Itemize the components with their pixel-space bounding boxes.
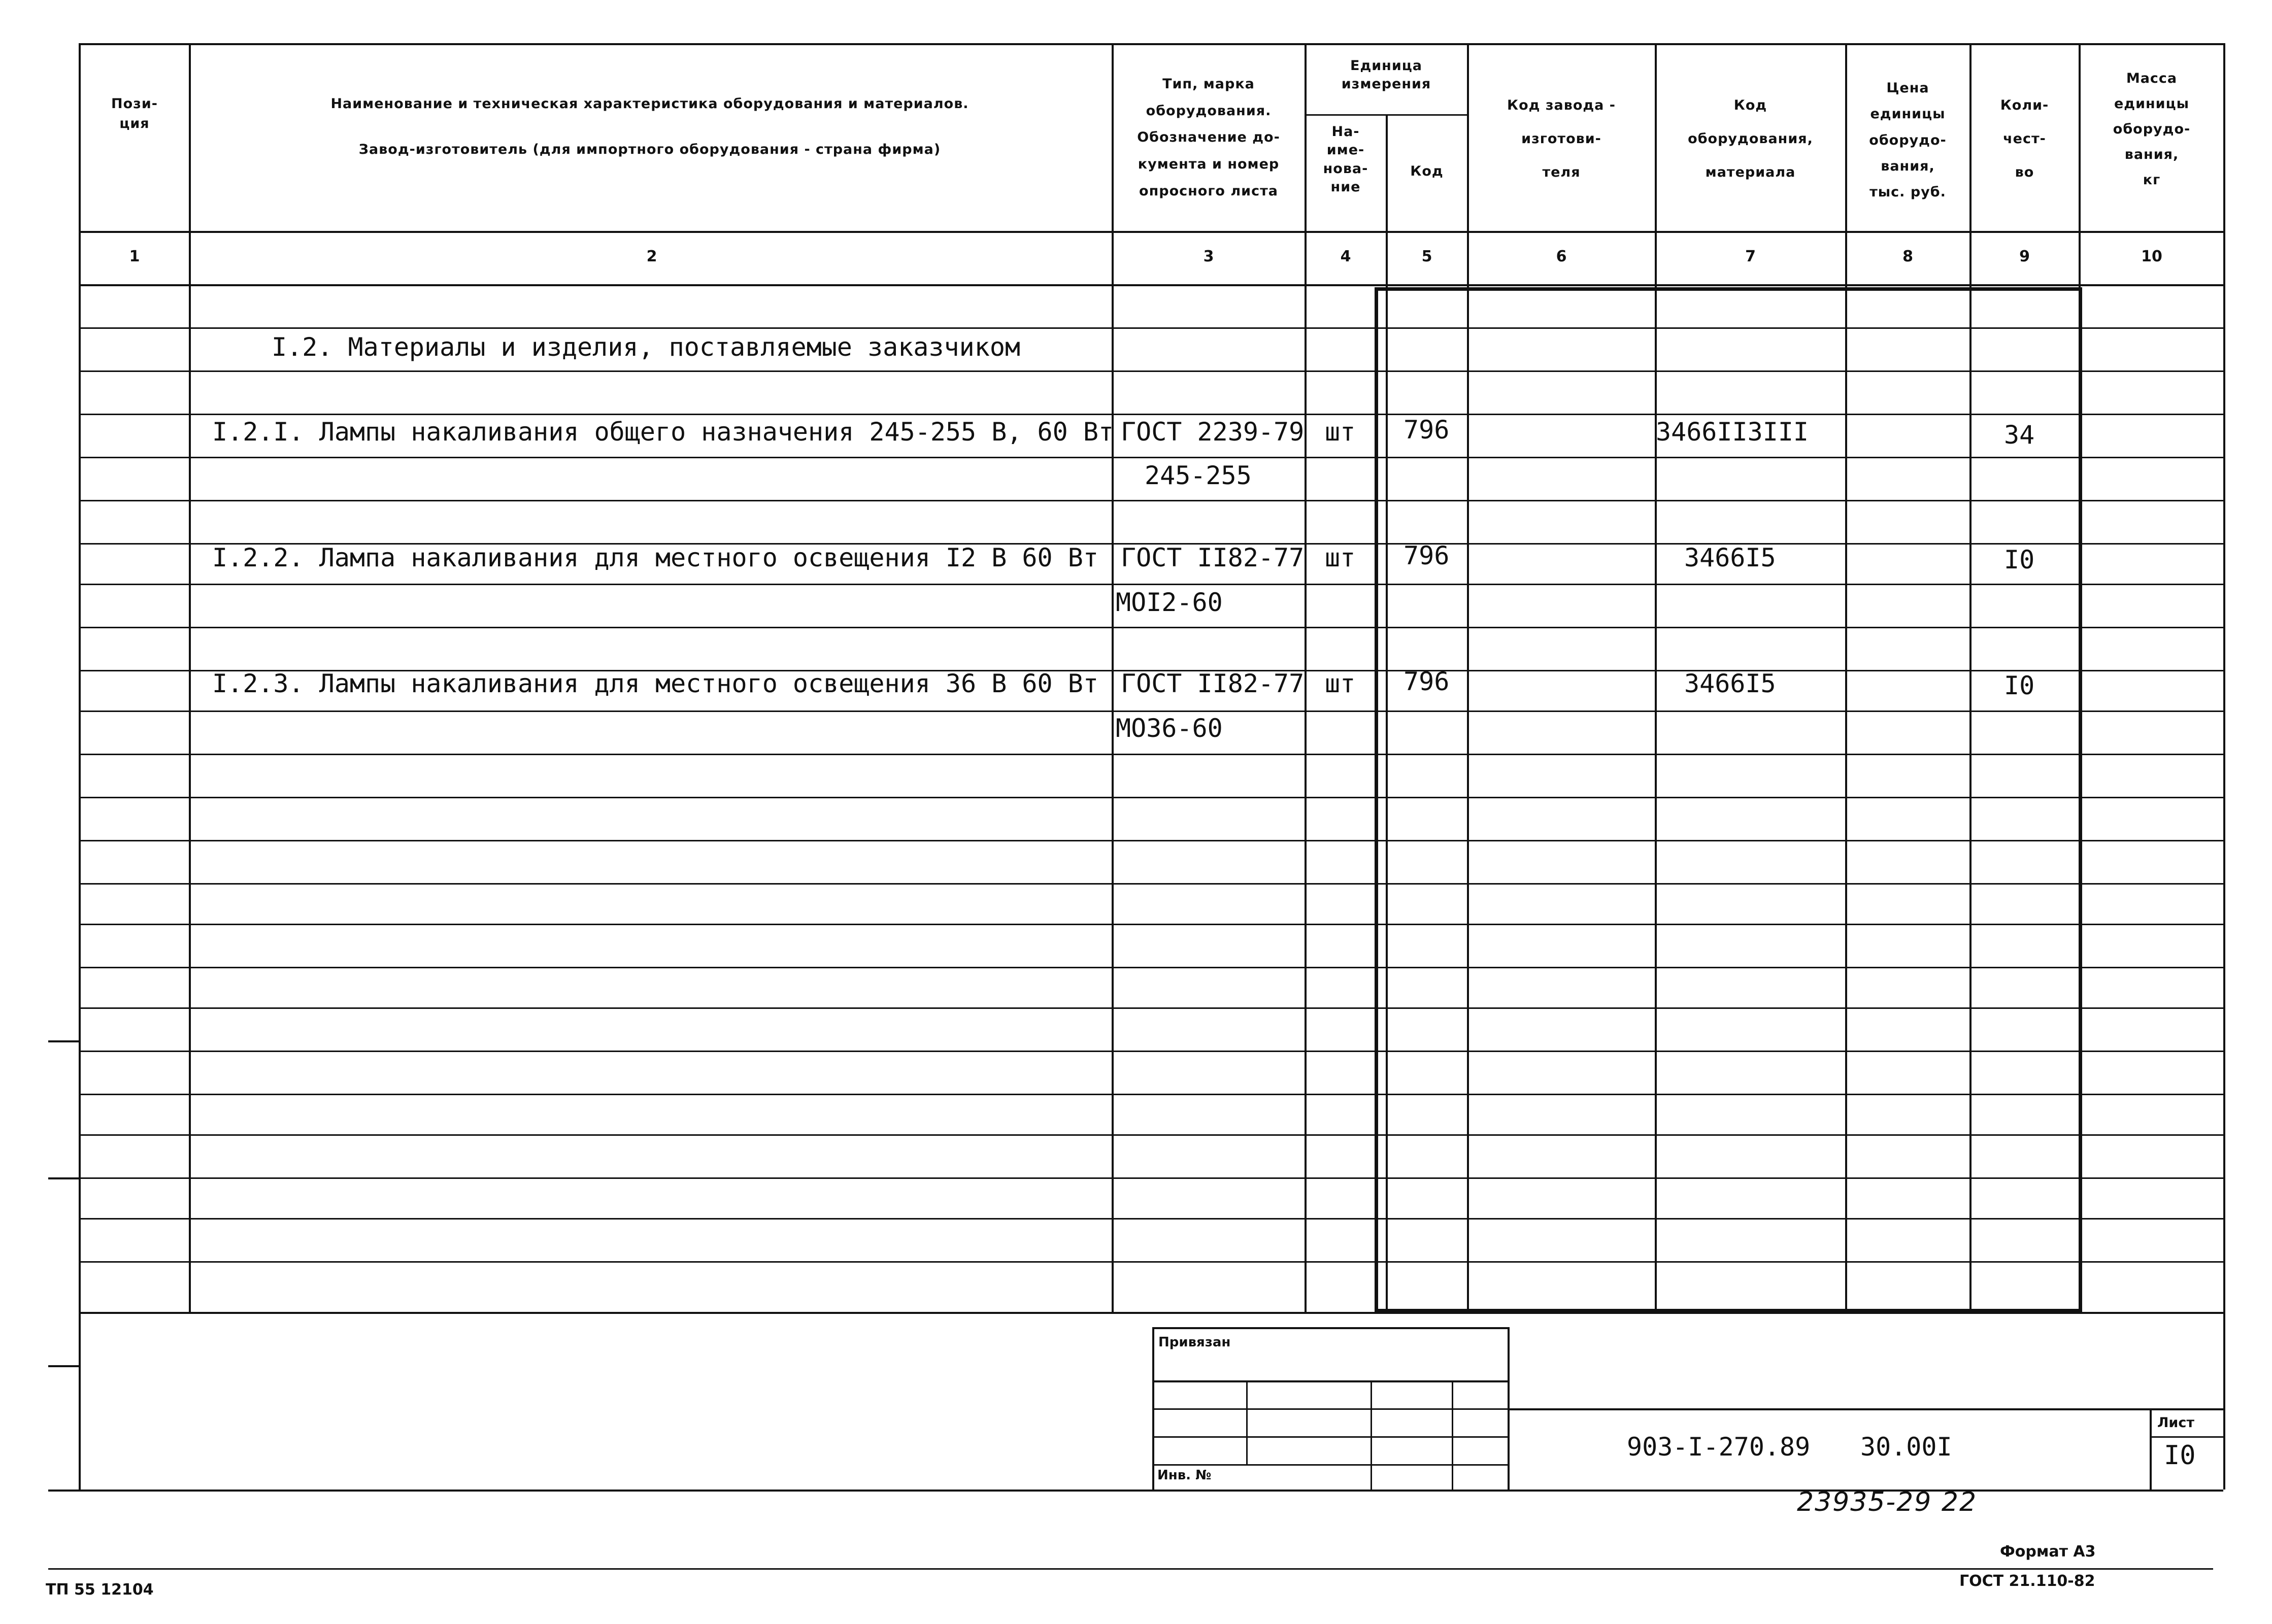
item-unit-code: 796 — [1404, 415, 1450, 445]
sheet-label: Лист — [2157, 1415, 2194, 1431]
item-type-detail: МОI2-60 — [1116, 588, 1223, 617]
bound-label: Привязан — [1158, 1335, 1231, 1350]
header-name-line2: Завод-изготовитель (для импортного оборудования - страна фирма) — [358, 142, 941, 157]
column-number: 6 — [1556, 248, 1567, 265]
header-unit-code: Код — [1410, 163, 1444, 179]
format-label: Формат А3 — [2000, 1543, 2096, 1561]
item-unit-code: 796 — [1404, 541, 1450, 570]
header-material-code: Код оборудования, материала — [1688, 97, 1813, 181]
header-position: Пози- ция — [111, 96, 158, 132]
item-name: I.2.2. Лампа накаливания для местного освещения I2 В 60 Вт — [212, 543, 1098, 572]
header-unit: Единица измерения — [1341, 58, 1431, 92]
gost-label: ГОСТ 21.110-82 — [1959, 1572, 2095, 1590]
sheet-number: I0 — [2164, 1440, 2196, 1471]
item-name: I.2.3. Лампы накаливания для местного освещения 36 В 60 Вт — [212, 669, 1098, 698]
item-unit-code: 796 — [1404, 667, 1450, 696]
column-number: 2 — [646, 248, 657, 265]
item-type-detail: МО36-60 — [1116, 714, 1223, 743]
header-mass: Масса единицы оборудо- вания, кг — [2113, 71, 2191, 188]
item-unit: шт — [1325, 669, 1356, 698]
tp-label: ТП 55 12104 — [46, 1581, 154, 1599]
item-type: ГОСТ II82-77 — [1121, 669, 1305, 698]
column-number: 4 — [1340, 248, 1351, 265]
item-material-code: 3466II3III — [1656, 417, 1809, 447]
document-code: 903-I-270.89 — [1627, 1432, 1811, 1462]
column-number: 5 — [1421, 248, 1432, 265]
item-type: ГОСТ II82-77 — [1121, 543, 1305, 572]
item-unit: шт — [1325, 417, 1356, 447]
column-number: 1 — [129, 248, 140, 265]
item-quantity: I0 — [2004, 545, 2035, 574]
item-name: I.2.I. Лампы накаливания общего назначения 245-255 В, 60 Вт — [212, 417, 1114, 447]
item-type-detail: 245-255 — [1145, 461, 1252, 490]
header-quantity: Коли- чест- во — [2000, 97, 2049, 181]
header-unit-name: На- име- нова- ние — [1323, 124, 1368, 195]
column-number: 8 — [1902, 248, 1913, 265]
item-material-code: 3466I5 — [1684, 543, 1776, 572]
column-number: 9 — [2019, 248, 2030, 265]
section-title: I.2. Материалы и изделия, поставляемые заказчиком — [272, 332, 1021, 362]
item-unit: шт — [1325, 543, 1356, 572]
column-number: 10 — [2141, 248, 2162, 265]
item-quantity: I0 — [2004, 671, 2035, 700]
item-type: ГОСТ 2239-79 — [1121, 417, 1305, 447]
header-factory-code: Код завода - изготови- теля — [1507, 97, 1616, 181]
item-quantity: 34 — [2004, 420, 2035, 450]
inventory-label: Инв. № — [1157, 1468, 1212, 1483]
column-number: 3 — [1203, 248, 1214, 265]
document-section: 30.00I — [1860, 1432, 1952, 1462]
header-name-line1: Наименование и техническая характеристика оборудования и материалов. — [330, 96, 969, 112]
header-price: Цена единицы оборудо- вания, тыс. руб. — [1869, 80, 1947, 200]
column-number: 7 — [1745, 248, 1756, 265]
handwritten-note: 23935-29 22 — [1797, 1487, 1978, 1517]
header-type: Тип, марка оборудования. Обозначение до- кумента и номер опросного листа — [1137, 76, 1280, 199]
item-material-code: 3466I5 — [1684, 669, 1776, 698]
